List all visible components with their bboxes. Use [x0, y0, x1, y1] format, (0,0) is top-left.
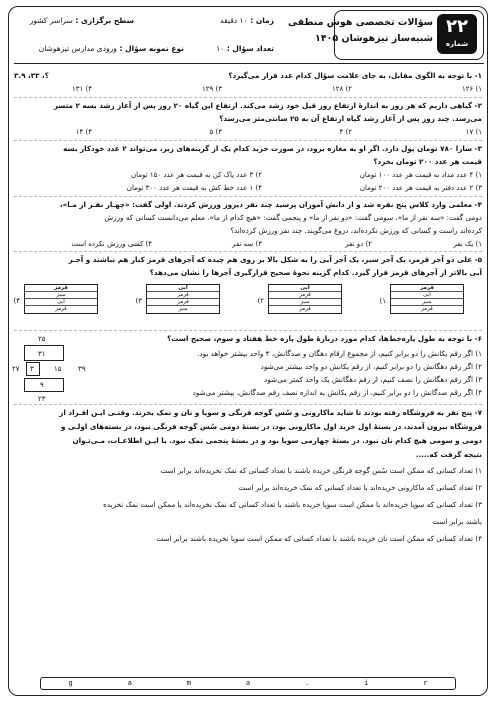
logo-title-line1: سؤالات تخصصی هوش منطقی [288, 17, 433, 28]
q4-option-4[interactable]: ۴) کسی ورزش نکرده است [71, 240, 152, 248]
q5-option-2-table[interactable] [268, 284, 342, 314]
q1-text [14, 70, 482, 81]
brick-cell: قرمز [391, 285, 463, 292]
q4-text-line1: ۴- معلمی وارد کلاس پنج نفره شد و از دانش آموزان پرسید چند نفر دیروز ورزش کردند. اولی گفت: «چهـار نفـر از مـا»، [59, 200, 482, 209]
logo-number-label: شماره [445, 40, 469, 48]
q5-option-4-label: ۴) [13, 297, 20, 305]
count-label: تعداد سؤال : [226, 44, 274, 53]
q3-option-4[interactable]: ۴) ۱ عدد خط کش به قیمت هر عدد ۳۰۰ تومان [126, 184, 262, 192]
brick-cell: آبی [391, 292, 463, 299]
q6-text: ۶- با توجه به طول پاره‌خط‌ها، کدام مورد دربارهٔ طول پاره خط هفتاد و سوم، صحیح است؟ [167, 334, 482, 343]
q3-options-row2 [14, 183, 482, 194]
divider [14, 97, 482, 98]
divider [14, 330, 482, 331]
divider [14, 251, 482, 252]
q6-option-2[interactable]: ۲) اگر رقم دهگانش را دو برابر کنیم، از رقم یکانش دو واحد بیشتر می‌شود [260, 362, 482, 371]
figure-number-a: ۳۱ [38, 350, 46, 358]
footer-letter: g [68, 679, 73, 687]
brick-cell: قرمز [147, 292, 219, 299]
q5-option-2-label: ۲) [257, 297, 264, 305]
q7-text-line4: نتیجه گرفت که..... [415, 450, 482, 459]
figure-number-left-inner: ۳ [30, 365, 34, 373]
time-meta [220, 16, 274, 25]
q7-option-3[interactable]: ۳) تعداد کسانی که سویا خریده‌اند با ممکن است سویا خریده باشند با تعداد کسانی که نمک نخریده‌اند یا ممکن است نمک نخریده [103, 500, 482, 509]
q5-option-3-label: ۳) [135, 297, 142, 305]
brick-cell: قرمز [269, 292, 341, 299]
q1-option-3[interactable]: ۳) ۱۲۹ [201, 85, 222, 93]
time-label: زمان : [250, 16, 274, 25]
q5-option-1-label: ۱) [379, 297, 386, 305]
q1-options [14, 84, 482, 95]
footer-letters [41, 678, 455, 689]
brick-cell: قرمز [25, 285, 97, 292]
q2-options [14, 127, 482, 138]
exam-logo [288, 10, 484, 60]
brick-cell: سبز [269, 299, 341, 306]
q1-option-4[interactable]: ۴) ۱۳۱ [71, 85, 92, 93]
q7-text-line3: دومی و سومی هیچ کدام نان نبود. در بستهٔ چهارمی سویا بود و در بستهٔ پنجمی نمک نبود. با ایـن اطلاعـات، مـی‌تـوان [72, 436, 482, 445]
footer-letter: r [423, 679, 428, 687]
divider [14, 140, 482, 141]
q2-option-1[interactable]: ۱) ۱۷ [465, 128, 482, 136]
figure-number-top: ۲۵ [38, 335, 46, 343]
q7-option-3-continued: باشند برابر است [432, 517, 482, 526]
level-label: سطح برگزاری : [75, 16, 134, 25]
q4-text-line3: کرده‌اند راست و کسانی که ورزش نکرده‌اند، دروغ می‌گویند. چند نفر ورزش کرده‌اند؟ [230, 226, 482, 235]
brick-cell: سبز [25, 292, 97, 299]
q5-option-1-table[interactable] [390, 284, 464, 314]
q2-option-3[interactable]: ۳) ۵ [209, 128, 222, 136]
q3-option-2[interactable]: ۲) ۳ عدد پاک کن به قیمت هر عدد ۱۵۰ تومان [131, 171, 262, 179]
divider [14, 404, 482, 405]
time-value: ۱۰ دقیقه [220, 16, 248, 25]
brick-cell: سبز [178, 306, 188, 312]
q3-option-1[interactable]: ۱) ۴ عدد مداد به قیمت هر عدد ۱۰۰ تومان [359, 171, 482, 179]
q4-option-3[interactable]: ۳) سه نفر [232, 240, 262, 248]
footer-url-bar [40, 677, 456, 690]
q2-option-4[interactable]: ۴) ۱۴ [75, 128, 92, 136]
q7-option-1[interactable]: ۱) تعداد کسانی که ممکن است سُس گوجه فرنگی خریده باشند با تعداد کسانی که نمک نخریده‌اند برابر است [160, 466, 482, 475]
q1-pattern: ؟، ۳۳، ۳.۹ [14, 71, 49, 80]
header-divider [14, 63, 484, 64]
q2-text-line2: می‌رسد. چند روز پس از آغاز رشد گیاه ارتفاع آن به ۲۵ سانتی‌متر می‌رسد؟ [219, 114, 482, 123]
brick-cell: آبی [147, 285, 219, 292]
figure-number-mid: ۱۵ [54, 365, 62, 373]
figure-number-right: ۳۹ [78, 365, 86, 373]
figure-number-b: ۹ [40, 381, 44, 389]
footer-letter: . [305, 679, 310, 687]
type-meta [39, 44, 184, 53]
footer-letter: m [186, 679, 191, 687]
count-meta [216, 44, 274, 53]
q5-option-3-table[interactable] [146, 284, 220, 314]
q7-option-2[interactable]: ۲) تعداد کسانی که ماکارونی خریده‌اند با تعداد کسانی که نمک خریده‌اند برابر است [238, 483, 482, 492]
q4-text-line2: دومی گفت: «سه نفر از ما»، سومی گفت: «دو نفر از ما» و پنجمی گفت: «هیچ کدام از ما». معلم می‌دانست کسانی که ورزش [104, 213, 482, 222]
q2-option-2[interactable]: ۲) ۴ [339, 128, 352, 136]
q1-option-1[interactable]: ۱) ۱۲۶ [461, 85, 482, 93]
footer-letter: a [245, 679, 251, 687]
logo-title-line2: شبیه‌ساز تیزهوشان ۱۴۰۵ [315, 33, 433, 44]
footer-letter: a [127, 679, 132, 687]
q7-option-4[interactable]: ۴) تعداد کسانی که ممکن است نان خریده باشند با تعداد کسانی که ممکن است سویا نخریده باشند برابر است [156, 534, 482, 543]
header [14, 10, 484, 62]
type-value: ورودی مدارس تیزهوشان [38, 44, 117, 53]
q3-options-row1 [14, 170, 482, 181]
count-value: ۱۰ [216, 44, 225, 53]
q5-text-line1: ۵- علی دو آجر قرمز، یک آجر سبز، یک آجر آبی را به شکل بالا بر روی هم چیده که آجرهای قرمز کنار هم نباشند و آجـر [68, 255, 482, 264]
q6-option-1[interactable]: ۱) اگر رقم یکانش را دو برابر کنیم، از مجموع ارقام دهگان و صدگانش، ۴ واحد بیشتر خواهد بود. [197, 349, 482, 358]
logo-number: ۲۲ [446, 16, 468, 37]
brick-cell: سبز [391, 299, 463, 306]
footer-letter: i [364, 679, 369, 687]
q4-option-1[interactable]: ۱) یک نفر [453, 240, 482, 248]
q4-options [14, 239, 482, 250]
q7-text-line2: فروشگاه بیرون آمدند، در بستهٔ اول خرید اول ماکارونی بود، در بستهٔ دومی سُس گوجه فرنگی نبود، در بسته‌های اولـی و [60, 422, 482, 431]
q5-text-line2: آبی بالاتر از آجرهای قرمز قرار گیرد. کدام گزینه نحوهٔ صحیح قرارگیری آجرها را نشان می‌دهد؟ [149, 268, 482, 277]
figure-box-bottom [24, 378, 64, 392]
level-meta [30, 16, 134, 25]
brick-cell: آبی [25, 299, 97, 306]
q3-option-3[interactable]: ۳) ۲ عدد دفتر به قیمت هر عدد ۲۰۰ تومان [359, 184, 482, 192]
brick-cell: قرمز [55, 306, 67, 312]
q5-option-4-table[interactable] [24, 284, 98, 314]
brick-cell: قرمز [421, 306, 433, 312]
brick-cell: قرمز [147, 299, 219, 306]
q6-option-4[interactable]: ۴) اگر رقم صدگانش را دو برابر کنیم، از رقم یکانش به اندازه نصف رقم صدگانش، بیشتر می‌شود [192, 388, 482, 397]
divider [14, 196, 482, 197]
q7-text-line1: ۷- پنج نفر به فروشگاه رفته بودند تا شاید ماکارونی و سُس گوجه فرنگی و سویا و نان و نمک بخرند. وقتـی ایـن افـراد از [59, 408, 482, 417]
q4-option-2[interactable]: ۲) دو نفر [345, 240, 372, 248]
brick-cell: قرمز [299, 306, 311, 312]
q2-text-line1: ۲- گیاهی داریم که هر روز به اندازهٔ ارتفاع روز قبل خود رشد می‌کند. ارتفاع این گیاه ۲۰ روز پس از آغاز رشد بسه ۲ متسر [53, 101, 482, 110]
q3-text-line2: قیمت هر عدد ۲۰۰ تومان بخرد؟ [373, 157, 482, 166]
q1-stem: ۱- با توجه به الگوی مقابل، به جای علامت سؤال کدام عدد قرار می‌گیرد؟ [228, 71, 482, 80]
q1-option-2[interactable]: ۲) ۱۲۸ [331, 85, 352, 93]
figure-number-left-outer: ۲۷ [12, 365, 20, 373]
type-label: نوع نمونه سؤال : [119, 44, 184, 53]
q6-option-3[interactable]: ۳) اگر رقم دهگانش را نصف کنیم، از رقم دهگانش یک واحد کمتر می‌شود [264, 375, 482, 384]
logo-number-badge [437, 14, 477, 54]
level-value: سراسر کشور [29, 16, 73, 25]
q3-text-line1: ۳- سارا ۷۸۰ تومان پول دارد. اگر او به مغازه برود، در صورت خرید کدام یک از گزینه‌های زیر، می‌تواند ۲ عدد خودکار بسه [63, 144, 482, 153]
figure-number-bottom: ۲۳ [38, 395, 46, 403]
brick-cell: آبی [269, 285, 341, 292]
